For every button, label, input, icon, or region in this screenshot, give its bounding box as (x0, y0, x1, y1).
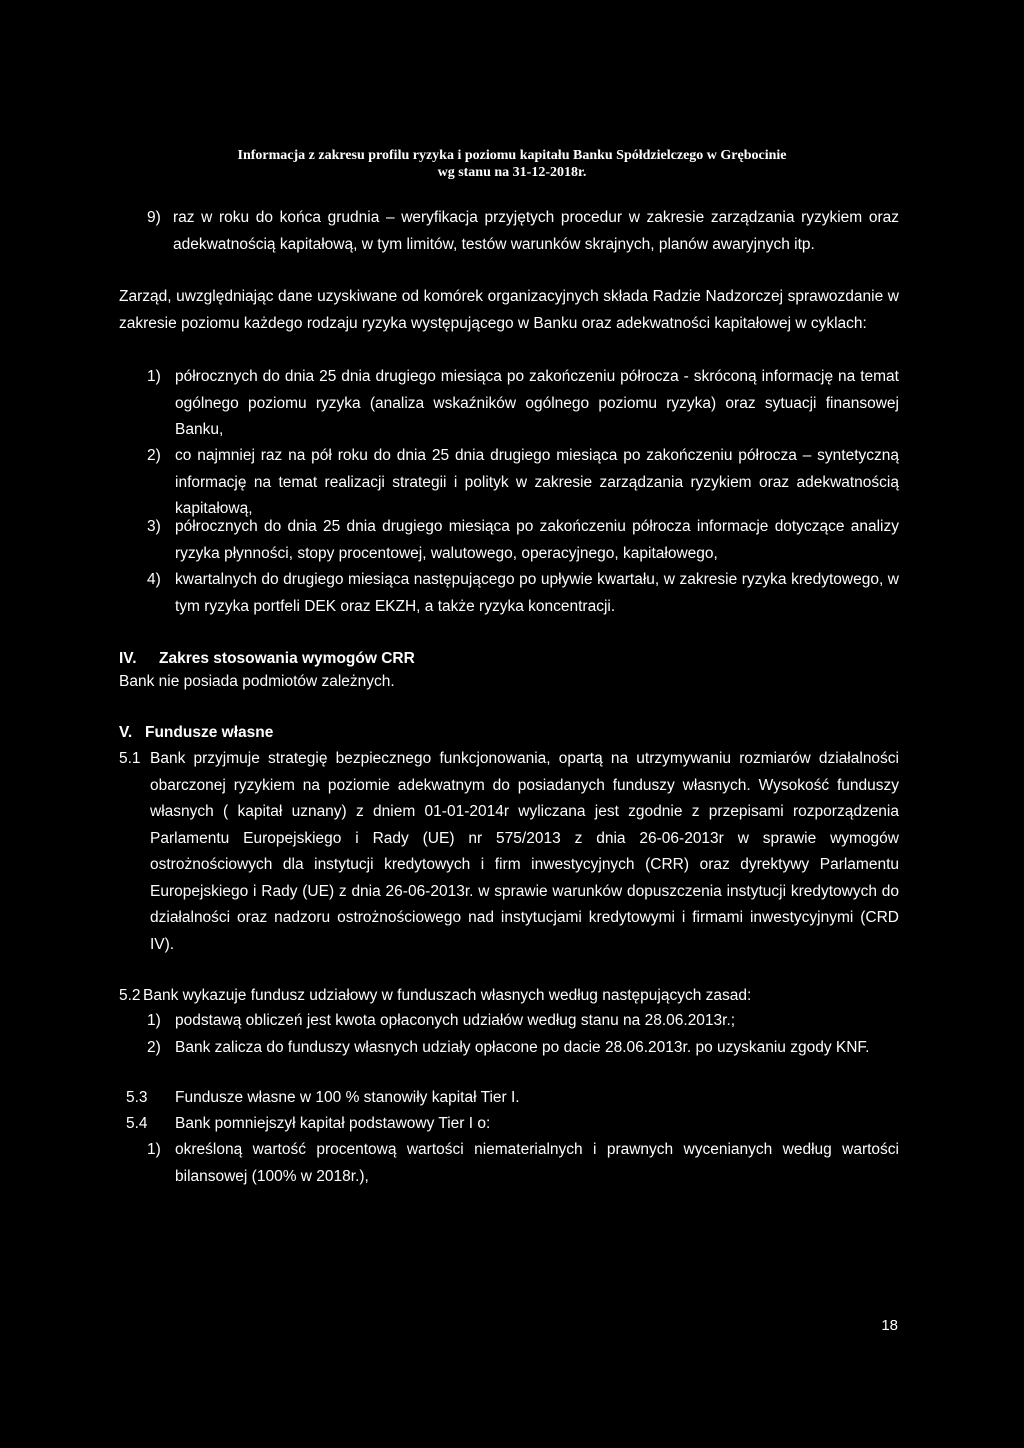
p52-item-1-text: podstawą obliczeń jest kwota opłaconych udziałów według stanu na 28.06.2013r.; (175, 1012, 736, 1029)
zarzad-item-3-number: 3) (147, 518, 161, 535)
p54-number: 5.4 (126, 1115, 148, 1132)
p53-number: 5.3 (126, 1089, 148, 1106)
page-header (0, 147, 1024, 181)
p51-number: 5.1 (119, 750, 141, 767)
p52-text: Bank wykazuje fundusz udziałowy w funduszach własnych według następujących zasad: (143, 987, 752, 1004)
p52-item-2-text: Bank zalicza do funduszy własnych udziały opłacone po dacie 28.06.2013r. po uzyskaniu zgody KNF. (175, 1039, 870, 1056)
zarzad-item-1-text: półrocznych do dnia 25 dnia drugiego miesiąca po zakończeniu półrocza - skróconą informację na temat ogólnego poziomu ryzyka (analiza wskaźników ogólnego poziomu ryzyka) oraz sytuacji finansowej Banku, (175, 368, 899, 438)
p52-number: 5.2 (119, 987, 141, 1004)
section-v-number: V. (119, 724, 133, 741)
zarzad-item-4-number: 4) (147, 571, 161, 588)
p52-item-1-number: 1) (147, 1012, 161, 1029)
zarzad-item-2-number: 2) (147, 447, 161, 464)
zarzad-item-3-text: półrocznych do dnia 25 dnia drugiego miesiąca po zakończeniu półrocza informacje dotyczące analizy ryzyka płynności, stopy procentowej, walutowego, operacyjnego, kapitałowego, (175, 518, 899, 562)
zarzad-item-2-text: co najmniej raz na pół roku do dnia 25 dnia drugiego miesiąca po zakończeniu półrocza – syntetyczną informację na temat realizacji strategii i polityk w zakresie zarządzania ryzykiem oraz adekwatnością kapitałową, (175, 447, 899, 517)
p54-text: Bank pomniejszył kapitał podstawowy Tier I o: (175, 1115, 491, 1132)
section-v-title: Fundusze własne (145, 724, 274, 741)
header-title: Informacja z zakresu profilu ryzyka i poziomu kapitału Banku Spółdzielczego w Grębocinie (237, 148, 787, 163)
zarzad-item-1-number: 1) (147, 368, 161, 385)
section-iv-number: IV. (119, 650, 137, 667)
zarzad-item-4-text: kwartalnych do drugiego miesiąca następującego po upływie kwartału, w zakresie ryzyka kredytowego, w tym ryzyka portfeli DEK oraz EKZH, a także ryzyka koncentracji. (175, 571, 899, 615)
p54-item-1-number: 1) (147, 1141, 161, 1158)
header-date: wg stanu na 31-12-2018r. (437, 165, 587, 180)
p54-item-1-text: określoną wartość procentową wartości niematerialnych i prawnych wycenianych według wartości bilansowej (100% w 2018r.), (175, 1141, 899, 1185)
section-iv-text: Bank nie posiada podmiotów zależnych. (119, 673, 395, 690)
page-number: 18 (881, 1317, 898, 1334)
p53-text: Fundusze własne w 100 % stanowiły kapitał Tier I. (175, 1089, 520, 1106)
section-iv-title: Zakres stosowania wymogów CRR (159, 650, 415, 667)
p51-text: Bank przyjmuje strategię bezpiecznego funkcjonowania, opartą na utrzymywaniu rozmiarów działalności obarczonej ryzykiem na poziomie adekwatnym do posiadanych funduszy własnych. Wysokość funduszy własnych ( kapitał uznany) z dniem 01-01-2014r wyliczana jest zgodnie z przepisami rozporządzenia Parlamentu Europejskiego i Rady (UE) nr 575/2013 z dnia 26-06-2013r w sprawie wymogów ostrożnościowych dla instytucji kredytowych i firm inwestycyjnych (CRR) oraz dyrektywy Parlamentu Europejskiego i Rady (UE) z dnia 26-06-2013r. w sprawie warunków dopuszczenia instytucji kredytowych do działalności oraz nadzoru ostrożnościowego nad instytucjami kredytowymi i firmami inwestycyjnymi (CRD IV). (150, 750, 899, 953)
item9-text: raz w roku do końca grudnia – weryfikacja przyjętych procedur w zakresie zarządzania ryzykiem oraz adekwatnością kapitałową, w tym limitów, testów warunków skrajnych, planów awaryjnych itp. (173, 209, 899, 253)
zarzad-paragraph: Zarząd, uwzględniając dane uzyskiwane od komórek organizacyjnych składa Radzie Nadzorczej sprawozdanie w zakresie poziomu każdego rodzaju ryzyka występującego w Banku oraz adekwatności kapitałowej w cyklach: (119, 288, 899, 332)
p52-item-2-number: 2) (147, 1039, 161, 1056)
item9-number: 9) (147, 209, 161, 226)
